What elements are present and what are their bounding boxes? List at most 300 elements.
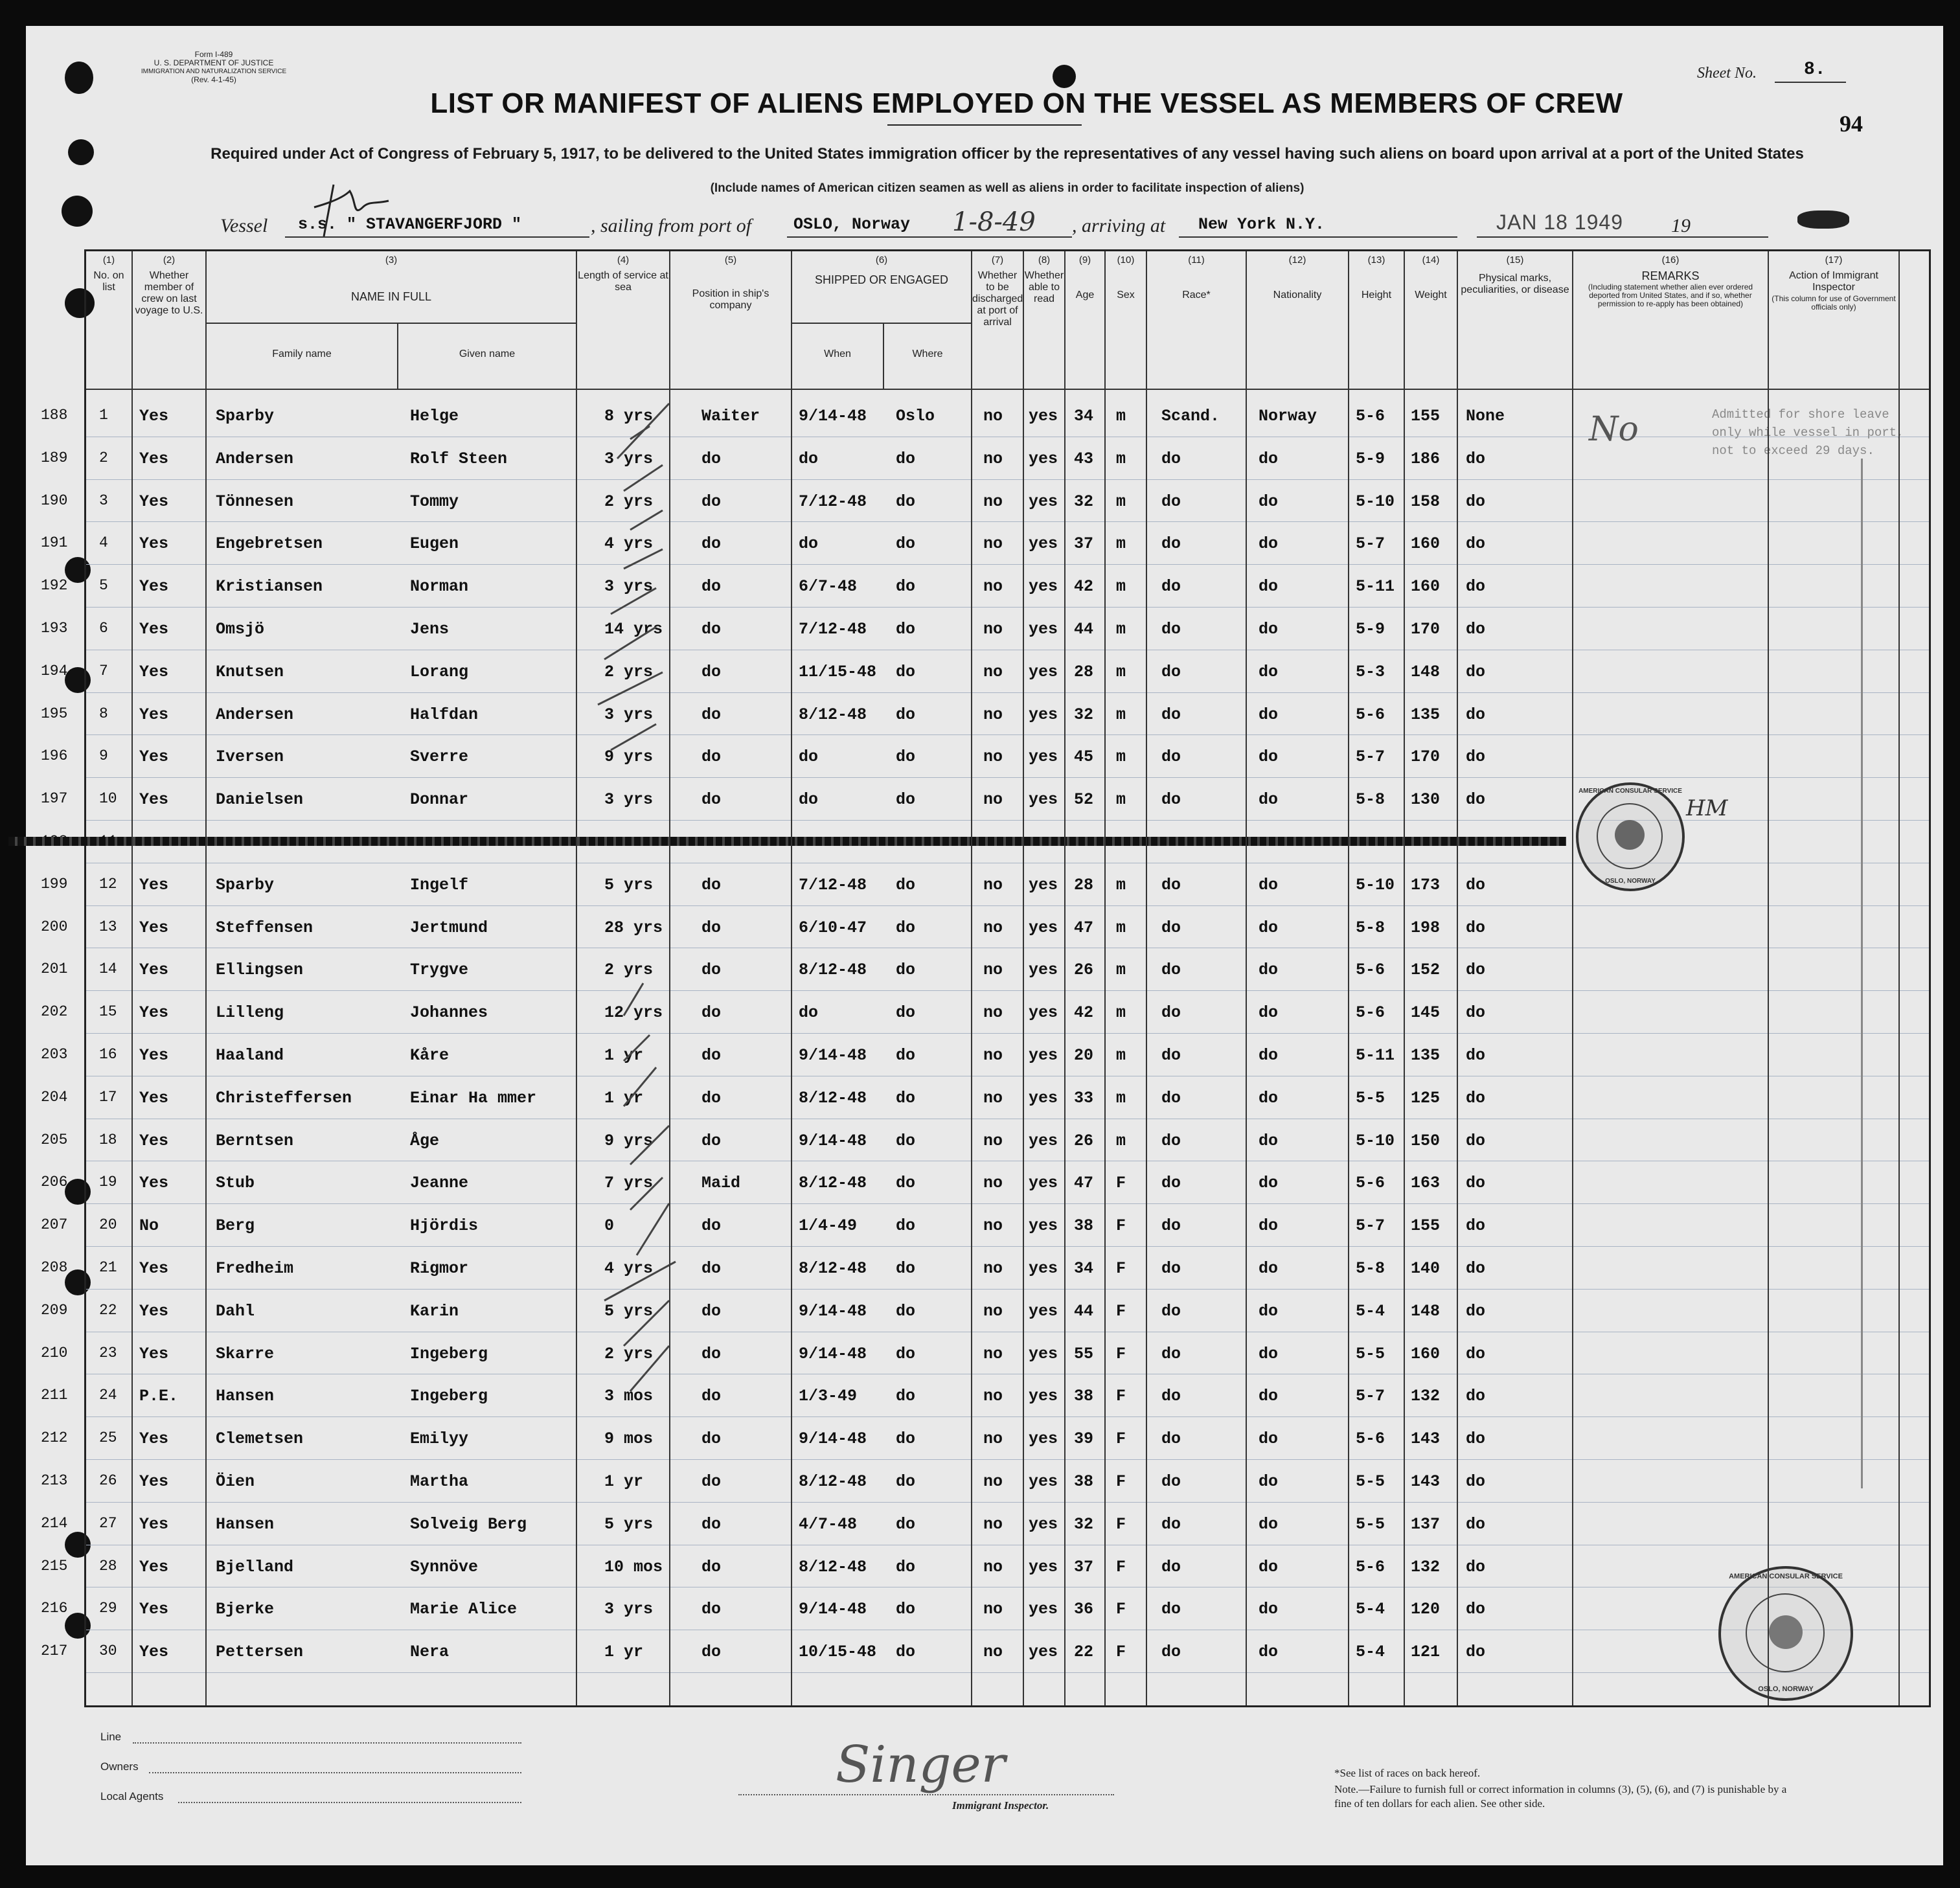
binder-hole bbox=[1053, 65, 1076, 88]
row-serial: 192 bbox=[41, 577, 68, 595]
row-race: do bbox=[1161, 790, 1181, 810]
row-shipped-where: do bbox=[896, 1003, 916, 1023]
row-last-voyage: Yes bbox=[139, 1301, 169, 1321]
row-weight: 170 bbox=[1411, 620, 1441, 639]
row-last-voyage: Yes bbox=[139, 747, 169, 767]
row-last-voyage: Yes bbox=[139, 790, 169, 810]
row-weight: 143 bbox=[1411, 1429, 1441, 1449]
row-shipped-where: do bbox=[896, 747, 916, 767]
row-last-voyage: Yes bbox=[139, 875, 169, 894]
ink-smudge bbox=[1797, 210, 1849, 229]
row-age: 22 bbox=[1074, 1643, 1094, 1662]
row-family-name: Haaland bbox=[216, 1046, 284, 1065]
row-able-read: yes bbox=[1029, 705, 1058, 724]
row-family-name: Berg bbox=[216, 1216, 255, 1236]
row-age: 42 bbox=[1074, 577, 1094, 597]
row-serial: 196 bbox=[41, 747, 68, 765]
row-shipped-when: 9/14-48 bbox=[799, 1344, 867, 1363]
row-race: do bbox=[1161, 1174, 1181, 1193]
row-sex: m bbox=[1116, 1088, 1126, 1108]
row-shipped-when: 9/14-48 bbox=[799, 1429, 867, 1449]
row-weight: 148 bbox=[1411, 662, 1441, 681]
row-position: do bbox=[701, 577, 722, 597]
row-length-service: 2 yrs bbox=[604, 961, 654, 980]
row-shipped-when: 6/10-47 bbox=[799, 918, 867, 937]
row-given-name: Kåre bbox=[410, 1046, 450, 1065]
row-discharged: no bbox=[983, 961, 1003, 980]
row-able-read: yes bbox=[1029, 620, 1058, 639]
footer-line-label: Line bbox=[100, 1731, 122, 1743]
row-discharged: no bbox=[983, 620, 1003, 639]
row-discharged: no bbox=[983, 662, 1003, 681]
row-position: do bbox=[701, 790, 722, 810]
row-sex: F bbox=[1116, 1514, 1126, 1534]
row-length-service: 4 yrs bbox=[604, 1259, 654, 1278]
row-sex: m bbox=[1116, 705, 1126, 724]
row-height: 5-6 bbox=[1356, 1174, 1385, 1193]
row-physical-marks: do bbox=[1466, 1301, 1486, 1321]
row-serial: 207 bbox=[41, 1216, 68, 1234]
row-position: do bbox=[701, 492, 722, 511]
row-position: do bbox=[701, 747, 722, 767]
row-no: 2 bbox=[99, 449, 108, 466]
row-able-read: yes bbox=[1029, 918, 1058, 937]
row-serial: 213 bbox=[41, 1472, 68, 1489]
row-nationality: do bbox=[1259, 747, 1279, 767]
row-rule bbox=[86, 905, 1929, 906]
row-discharged: no bbox=[983, 449, 1003, 468]
row-no: 18 bbox=[99, 1131, 117, 1148]
row-race: do bbox=[1161, 534, 1181, 554]
row-height: 5-4 bbox=[1356, 1301, 1385, 1321]
row-discharged: no bbox=[983, 1472, 1003, 1491]
row-no: 28 bbox=[99, 1557, 117, 1575]
row-length-service: 3 yrs bbox=[604, 705, 654, 724]
row-race: do bbox=[1161, 1003, 1181, 1023]
include-note: (Include names of American citizen seamen as well as aliens in order to facilitate inspection of aliens) bbox=[710, 181, 1305, 195]
row-able-read: yes bbox=[1029, 747, 1058, 767]
row-weight: 148 bbox=[1411, 1301, 1441, 1321]
row-shipped-when: 8/12-48 bbox=[799, 1174, 867, 1193]
inspector-signature: Singer bbox=[836, 1736, 1005, 1794]
row-sex: m bbox=[1116, 492, 1126, 511]
row-serial: 190 bbox=[41, 492, 68, 509]
row-nationality: do bbox=[1259, 449, 1279, 468]
row-physical-marks: do bbox=[1466, 1046, 1486, 1065]
row-length-service: 0 bbox=[604, 1216, 615, 1236]
row-able-read: yes bbox=[1029, 875, 1058, 894]
row-able-read: yes bbox=[1029, 534, 1058, 554]
row-last-voyage: Yes bbox=[139, 961, 169, 980]
row-length-service: 3 mos bbox=[604, 1387, 654, 1406]
row-age: 26 bbox=[1074, 961, 1094, 980]
sailing-underline bbox=[787, 236, 1072, 238]
row-shipped-where: do bbox=[896, 662, 916, 681]
row-sex: F bbox=[1116, 1557, 1126, 1576]
form-identifier: Form I-489 U. S. DEPARTMENT OF JUSTICE IMMIGRATION AND NATURALIZATION SERVICE (Rev. 4-1-45) bbox=[141, 50, 287, 84]
row-length-service: 1 yr bbox=[604, 1046, 644, 1065]
row-age: 28 bbox=[1074, 875, 1094, 894]
row-physical-marks: do bbox=[1466, 1344, 1486, 1363]
row-rule bbox=[86, 1289, 1929, 1290]
binder-hole bbox=[68, 139, 94, 165]
row-serial: 215 bbox=[41, 1557, 68, 1575]
row-rule bbox=[86, 1033, 1929, 1034]
row-race: do bbox=[1161, 662, 1181, 681]
row-sex: F bbox=[1116, 1472, 1126, 1491]
header-divider bbox=[86, 389, 1929, 390]
row-given-name: Martha bbox=[410, 1472, 469, 1491]
row-length-service: 3 yrs bbox=[604, 1600, 654, 1619]
sheet-number-label: Sheet No. bbox=[1697, 65, 1757, 82]
row-last-voyage: Yes bbox=[139, 534, 169, 554]
row-shipped-where: do bbox=[896, 1387, 916, 1406]
row-shipped-where: do bbox=[896, 1557, 916, 1576]
row-shipped-where: do bbox=[896, 790, 916, 810]
row-shipped-where: do bbox=[896, 492, 916, 511]
row-family-name: Steffensen bbox=[216, 918, 313, 937]
row-position: do bbox=[701, 1216, 722, 1236]
row-physical-marks: do bbox=[1466, 1557, 1486, 1576]
col-header-race: (11) Race* bbox=[1182, 255, 1211, 301]
row-shipped-where: do bbox=[896, 1174, 916, 1193]
row-no: 9 bbox=[99, 747, 108, 765]
row-age: 44 bbox=[1074, 1301, 1094, 1321]
row-weight: 170 bbox=[1411, 747, 1441, 767]
col-header-when: When bbox=[824, 348, 851, 359]
col-header-no: (1) No. on list bbox=[93, 255, 124, 293]
footer-agents-label: Local Agents bbox=[100, 1790, 164, 1803]
row-height: 5-6 bbox=[1356, 961, 1385, 980]
row-weight: 137 bbox=[1411, 1514, 1441, 1534]
row-age: 20 bbox=[1074, 1046, 1094, 1065]
row-rule bbox=[86, 1672, 1929, 1673]
row-physical-marks: do bbox=[1466, 875, 1486, 894]
row-age: 26 bbox=[1074, 1131, 1094, 1150]
row-height: 5-8 bbox=[1356, 1259, 1385, 1278]
row-sex: m bbox=[1116, 747, 1126, 767]
row-last-voyage: Yes bbox=[139, 407, 169, 426]
row-age: 45 bbox=[1074, 747, 1094, 767]
row-discharged: no bbox=[983, 1259, 1003, 1278]
row-discharged: no bbox=[983, 1600, 1003, 1619]
row-weight: 121 bbox=[1411, 1643, 1441, 1662]
row-given-name: Ingelf bbox=[410, 875, 469, 894]
row-able-read: yes bbox=[1029, 449, 1058, 468]
row-position: do bbox=[701, 662, 722, 681]
row-shipped-when: 6/7-48 bbox=[799, 577, 858, 597]
row-sex: F bbox=[1116, 1301, 1126, 1321]
row-last-voyage: Yes bbox=[139, 705, 169, 724]
row-rule bbox=[86, 1203, 1929, 1204]
row-race: do bbox=[1161, 1216, 1181, 1236]
row-no: 20 bbox=[99, 1216, 117, 1234]
row-serial: 194 bbox=[41, 662, 68, 679]
row-shipped-when: 4/7-48 bbox=[799, 1514, 858, 1534]
row-height: 5-5 bbox=[1356, 1088, 1385, 1108]
row-able-read: yes bbox=[1029, 1088, 1058, 1108]
row-length-service: 9 mos bbox=[604, 1429, 654, 1449]
row-physical-marks: do bbox=[1466, 1003, 1486, 1023]
row-last-voyage: No bbox=[139, 1216, 159, 1236]
row-sex: m bbox=[1116, 620, 1126, 639]
row-last-voyage: Yes bbox=[139, 1088, 169, 1108]
row-shipped-where: do bbox=[896, 534, 916, 554]
row-physical-marks: do bbox=[1466, 449, 1486, 468]
row-shipped-when: 8/12-48 bbox=[799, 705, 867, 724]
col-header-discharged: (7) Whether to be discharged at port of arrival bbox=[972, 255, 1023, 328]
row-race: do bbox=[1161, 1472, 1181, 1491]
col-header-read: (8) Whether able to read bbox=[1024, 255, 1064, 304]
row-no: 15 bbox=[99, 1003, 117, 1021]
row-height: 5-10 bbox=[1356, 875, 1395, 894]
col-header-position: (5) Position in ship's company bbox=[692, 255, 769, 311]
row-sex: m bbox=[1116, 407, 1126, 426]
row-age: 38 bbox=[1074, 1472, 1094, 1491]
row-age: 43 bbox=[1074, 449, 1094, 468]
row-nationality: do bbox=[1259, 1301, 1279, 1321]
row-sex: m bbox=[1116, 918, 1126, 937]
row-weight: 186 bbox=[1411, 449, 1441, 468]
row-family-name: Engebretsen bbox=[216, 534, 323, 554]
row-physical-marks: do bbox=[1466, 1088, 1486, 1108]
eagle-seal-icon bbox=[1615, 820, 1645, 850]
row-able-read: yes bbox=[1029, 961, 1058, 980]
row-last-voyage: Yes bbox=[139, 1643, 169, 1662]
row-shipped-when: do bbox=[799, 1003, 819, 1023]
row-family-name: Hansen bbox=[216, 1514, 275, 1534]
row-race: do bbox=[1161, 918, 1181, 937]
row-nationality: do bbox=[1259, 534, 1279, 554]
row-family-name: Lilleng bbox=[216, 1003, 284, 1023]
row-height: 5-4 bbox=[1356, 1600, 1385, 1619]
row-length-service: 1 yr bbox=[604, 1643, 644, 1662]
row-position: do bbox=[701, 1131, 722, 1150]
row-race: do bbox=[1161, 1514, 1181, 1534]
row-age: 42 bbox=[1074, 1003, 1094, 1023]
row-given-name: Halfdan bbox=[410, 705, 479, 724]
row-height: 5-4 bbox=[1356, 1643, 1385, 1662]
row-nationality: do bbox=[1259, 1600, 1279, 1619]
row-length-service: 10 mos bbox=[604, 1557, 663, 1576]
row-shipped-when: 1/4-49 bbox=[799, 1216, 858, 1236]
row-serial: 195 bbox=[41, 705, 68, 722]
row-given-name: Eugen bbox=[410, 534, 459, 554]
row-height: 5-6 bbox=[1356, 407, 1385, 426]
row-last-voyage: Yes bbox=[139, 1514, 169, 1534]
row-discharged: no bbox=[983, 534, 1003, 554]
row-physical-marks: do bbox=[1466, 1216, 1486, 1236]
row-race: do bbox=[1161, 449, 1181, 468]
row-race: do bbox=[1161, 1088, 1181, 1108]
row-family-name: Fredheim bbox=[216, 1259, 294, 1278]
row-sex: m bbox=[1116, 1131, 1126, 1150]
row-shipped-when: 9/14-48 bbox=[799, 1301, 867, 1321]
row-weight: 140 bbox=[1411, 1259, 1441, 1278]
row-length-service: 9 yrs bbox=[604, 747, 654, 767]
row-weight: 145 bbox=[1411, 1003, 1441, 1023]
row-physical-marks: do bbox=[1466, 790, 1486, 810]
row-family-name: Hansen bbox=[216, 1387, 275, 1406]
row-weight: 163 bbox=[1411, 1174, 1441, 1193]
row-height: 5-6 bbox=[1356, 705, 1385, 724]
row-serial: 199 bbox=[41, 875, 68, 893]
row-height: 5-7 bbox=[1356, 534, 1385, 554]
row-shipped-when: do bbox=[799, 534, 819, 554]
row-last-voyage: Yes bbox=[139, 1344, 169, 1363]
vessel-name: s.s. " STAVANGERFJORD " bbox=[298, 215, 522, 234]
row-shipped-when: 1/3-49 bbox=[799, 1387, 858, 1406]
row-no: 17 bbox=[99, 1088, 117, 1106]
row-sex: m bbox=[1116, 449, 1126, 468]
row-length-service: 14 yrs bbox=[604, 620, 663, 639]
row-nationality: do bbox=[1259, 1387, 1279, 1406]
col-header-remarks: (16) REMARKS (Including statement whether alien ever ordered deported from United States, and if so, whether permission to re-apply has been obtained) bbox=[1588, 255, 1753, 308]
row-position: do bbox=[701, 1003, 722, 1023]
row-physical-marks: do bbox=[1466, 1472, 1486, 1491]
row-shipped-where: do bbox=[896, 1429, 916, 1449]
row-family-name: Andersen bbox=[216, 449, 294, 468]
row-weight: 132 bbox=[1411, 1387, 1441, 1406]
row-height: 5-9 bbox=[1356, 449, 1385, 468]
row-able-read: yes bbox=[1029, 1131, 1058, 1150]
races-note: *See list of races on back hereof. bbox=[1334, 1767, 1481, 1779]
col-header-nationality: (12) Nationality bbox=[1273, 255, 1322, 301]
row-sex: F bbox=[1116, 1429, 1126, 1449]
row-position: do bbox=[701, 620, 722, 639]
sailing-port: OSLO, Norway bbox=[793, 215, 911, 234]
row-physical-marks: do bbox=[1466, 492, 1486, 511]
footer-owners-label: Owners bbox=[100, 1760, 139, 1773]
row-sex: F bbox=[1116, 1344, 1126, 1363]
row-family-name: Stub bbox=[216, 1174, 255, 1193]
row-discharged: no bbox=[983, 1344, 1003, 1363]
row-length-service: 12 yrs bbox=[604, 1003, 663, 1023]
row-physical-marks: do bbox=[1466, 577, 1486, 597]
row-race: do bbox=[1161, 1600, 1181, 1619]
row-nationality: do bbox=[1259, 1046, 1279, 1065]
row-age: 34 bbox=[1074, 407, 1094, 426]
row-serial: 210 bbox=[41, 1344, 68, 1361]
row-no: 22 bbox=[99, 1301, 117, 1319]
row-given-name: Lorang bbox=[410, 662, 469, 681]
row-age: 32 bbox=[1074, 492, 1094, 511]
row-weight: 135 bbox=[1411, 705, 1441, 724]
row-no: 13 bbox=[99, 918, 117, 935]
row-age: 28 bbox=[1074, 662, 1094, 681]
row-shipped-where: do bbox=[896, 1514, 916, 1534]
row-no: 4 bbox=[99, 534, 108, 552]
row-no: 14 bbox=[99, 961, 117, 978]
row-nationality: do bbox=[1259, 1557, 1279, 1576]
row-family-name: Öien bbox=[216, 1472, 255, 1491]
row-given-name: Jeanne bbox=[410, 1174, 469, 1193]
row-nationality: do bbox=[1259, 662, 1279, 681]
row-nationality: do bbox=[1259, 577, 1279, 597]
row-discharged: no bbox=[983, 577, 1003, 597]
row-nationality: do bbox=[1259, 961, 1279, 980]
row-physical-marks: do bbox=[1466, 1259, 1486, 1278]
row-serial: 212 bbox=[41, 1429, 68, 1447]
row-rule bbox=[86, 990, 1929, 991]
row-family-name: Iversen bbox=[216, 747, 284, 767]
row-no: 7 bbox=[99, 662, 108, 679]
row-last-voyage: Yes bbox=[139, 1174, 169, 1193]
row-shipped-when: 9/14-48 bbox=[799, 407, 867, 426]
row-shipped-where: do bbox=[896, 577, 916, 597]
row-nationality: do bbox=[1259, 790, 1279, 810]
row-rule bbox=[86, 1459, 1929, 1460]
row-nationality: do bbox=[1259, 1429, 1279, 1449]
check-marks bbox=[475, 400, 682, 1450]
row-discharged: no bbox=[983, 1003, 1003, 1023]
row-shipped-when: 10/15-48 bbox=[799, 1643, 877, 1662]
row-nationality: do bbox=[1259, 1003, 1279, 1023]
row-shipped-where: do bbox=[896, 705, 916, 724]
row-physical-marks: do bbox=[1466, 1429, 1486, 1449]
row-weight: 160 bbox=[1411, 577, 1441, 597]
row-serial: 205 bbox=[41, 1131, 68, 1148]
row-age: 34 bbox=[1074, 1259, 1094, 1278]
row-serial: 214 bbox=[41, 1514, 68, 1532]
row-shipped-where: do bbox=[896, 918, 916, 937]
row-given-name: Johannes bbox=[410, 1003, 488, 1023]
row-nationality: do bbox=[1259, 1216, 1279, 1236]
row-height: 5-7 bbox=[1356, 747, 1385, 767]
row-no: 27 bbox=[99, 1514, 117, 1532]
row-height: 5-6 bbox=[1356, 1429, 1385, 1449]
row-shipped-where: do bbox=[896, 449, 916, 468]
row-no: 1 bbox=[99, 407, 108, 424]
row-discharged: no bbox=[983, 790, 1003, 810]
row-height: 5-6 bbox=[1356, 1003, 1385, 1023]
row-no: 24 bbox=[99, 1387, 117, 1404]
row-shipped-where: do bbox=[896, 1088, 916, 1108]
row-rule bbox=[86, 734, 1929, 735]
row-family-name: Andersen bbox=[216, 705, 294, 724]
row-serial: 188 bbox=[41, 407, 68, 424]
col-header-length-service: (4) Length of service at sea bbox=[578, 255, 668, 293]
row-no: 26 bbox=[99, 1472, 117, 1489]
row-position: do bbox=[701, 534, 722, 554]
row-able-read: yes bbox=[1029, 492, 1058, 511]
row-physical-marks: do bbox=[1466, 747, 1486, 767]
row-position: Maid bbox=[701, 1174, 741, 1193]
row-weight: 155 bbox=[1411, 407, 1441, 426]
row-age: 55 bbox=[1074, 1344, 1094, 1363]
row-no: 29 bbox=[99, 1600, 117, 1617]
row-age: 36 bbox=[1074, 1600, 1094, 1619]
row-no: 5 bbox=[99, 577, 108, 595]
row-nationality: do bbox=[1259, 1088, 1279, 1108]
row-family-name: Danielsen bbox=[216, 790, 304, 810]
row-race: do bbox=[1161, 747, 1181, 767]
row-position: do bbox=[701, 449, 722, 468]
row-height: 5-7 bbox=[1356, 1216, 1385, 1236]
row-no: 8 bbox=[99, 705, 108, 722]
row-rule bbox=[86, 1502, 1929, 1503]
row-family-name: Skarre bbox=[216, 1344, 275, 1363]
page-title: LIST OR MANIFEST OF ALIENS EMPLOYED ON THE VESSEL AS MEMBERS OF CREW bbox=[430, 87, 1623, 119]
row-position: do bbox=[701, 1643, 722, 1662]
sheet-number-line bbox=[1775, 82, 1846, 83]
row-physical-marks: do bbox=[1466, 705, 1486, 724]
sheet-number-value: 8. bbox=[1804, 60, 1826, 80]
row-shipped-when: 8/12-48 bbox=[799, 1088, 867, 1108]
year-underline bbox=[1477, 236, 1768, 238]
row-able-read: yes bbox=[1029, 1600, 1058, 1619]
row-shipped-when: do bbox=[799, 790, 819, 810]
